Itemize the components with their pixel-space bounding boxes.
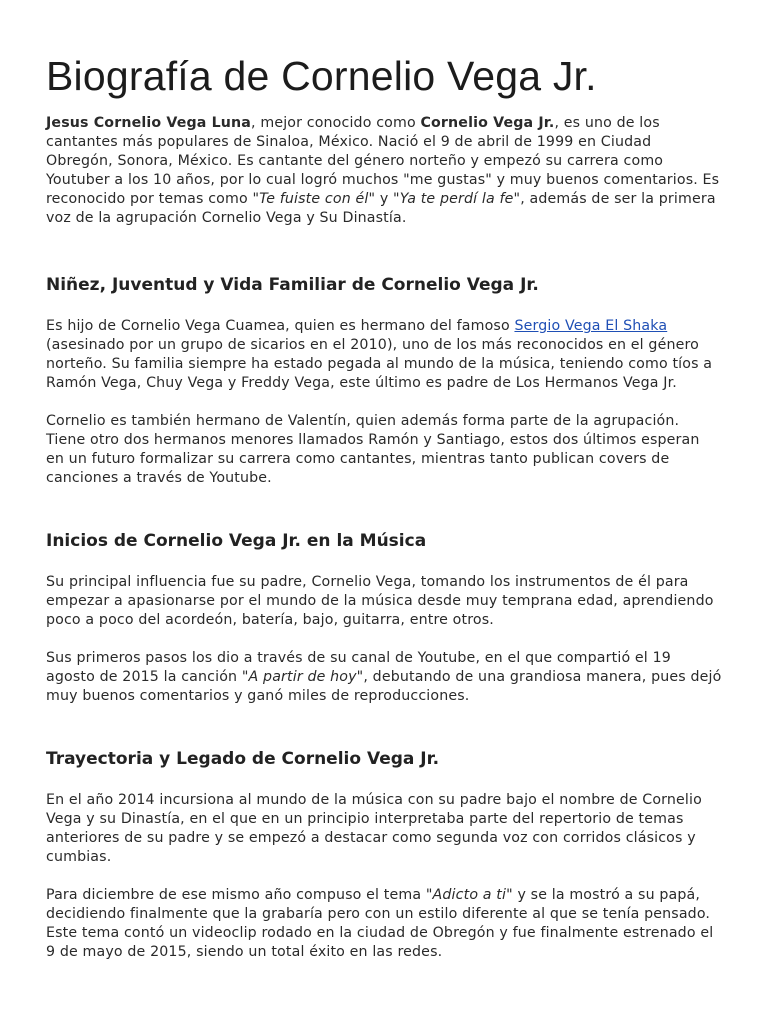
intro-text-3: y [375,191,394,207]
career-text-b: y se la mostró a su papá, decidiendo finalmente que la grabaría pero con un estilo diferente al que se tenía pensado. Este tema contó un videoclip rodado en la ciudad de Obregón y fue finalmente estrenado el 9 de mayo de 2015, siendo un total éxito en las redes. [46,887,714,960]
beginnings-paragraph-2 [46,649,722,706]
intro-alias: Cornelio Vega Jr. [420,115,555,131]
childhood-paragraph-1 [46,317,722,393]
intro-text-1: , mejor conocido como [251,115,421,131]
intro-text-4: , además de ser la primera voz de la agrupación Cornelio Vega y Su Dinastía. [46,191,716,226]
beginnings-text-b: , debutando de una grandiosa manera, pues dejó muy buenos comentarios y ganó miles de reproducciones. [46,669,722,704]
page-title: Biografía de Cornelio Vega Jr. [46,53,597,99]
childhood-text-b: (asesinado por un grupo de sicarios en el 2010), uno de los más reconocidos en el género norteño. Su familia siempre ha estado pegada al mundo de la música, teniendo como tíos a Ramón Vega, Chuy Vega y Freddy Vega, este último es padre de Los Hermanos Vega Jr. [46,337,713,391]
section-childhood [46,274,722,488]
section-heading-childhood: Niñez, Juventud y Vida Familiar de Cornelio Vega Jr. [46,275,539,295]
beginnings-text-a: Sus primeros pasos los dio a través de su canal de Youtube, en el que compartió el 19 agosto de 2015 la canción [46,650,671,685]
section-heading-beginnings: Inicios de Cornelio Vega Jr. en la Música [46,531,427,551]
beginnings-paragraph-1: Su principal influencia fue su padre, Cornelio Vega, tomando los instrumentos de él para empezar a apasionarse por el mundo de la música desde muy temprana edad, aprendiendo poco a poco del acordeón, batería, bajo, guitarra, entre otros. [46,574,714,628]
career-paragraph-2 [46,886,722,962]
career-paragraph-1: En el año 2014 incursiona al mundo de la música con su padre bajo el nombre de Cornelio Vega y su Dinastía, en el que en un principio interpretaba parte del repertorio de temas anteriores de su padre y se empezó a destacar como segunda voz con corridos clásicos y cumbias. [46,792,702,865]
beginnings-song: "A partir de hoy" [241,669,364,685]
intro-song-2: "Ya te perdí la fe" [393,191,521,207]
intro-name: Jesus Cornelio Vega Luna [46,115,252,131]
intro-paragraph [46,114,722,228]
intro-song-1: "Te fuiste con él" [252,191,376,207]
childhood-text-a: Es hijo de Cornelio Vega Cuamea, quien es hermano del famoso [46,318,515,334]
intro-text-2: , es uno de los cantantes más populares de Sinaloa, México. Nació el 9 de abril de 1999 en Ciudad Obregón, Sonora, México. Es cantante del género norteño y empezó su carrera como Youtuber a los 10 años, por lo cual logró muchos "me gustas" y muy buenos comentarios. Es reconocido por temas como [46,115,720,207]
childhood-paragraph-2: Cornelio es también hermano de Valentín, quien además forma parte de la agrupación. Tiene otro dos hermanos menores llamados Ramón y Santiago, estos dos últimos esperan en un futuro formalizar su carrera como cantantes, mientras tanto publican covers de canciones a través de Youtube. [46,413,700,486]
career-text-a: Para diciembre de ese mismo año compuso el tema [46,887,426,903]
section-career [46,748,722,962]
section-music-beginnings [46,530,722,706]
sergio-vega-link[interactable]: Sergio Vega El Shaka [514,318,668,334]
section-heading-career: Trayectoria y Legado de Cornelio Vega Jr. [46,749,440,769]
career-song: "Adicto a ti" [425,887,513,903]
